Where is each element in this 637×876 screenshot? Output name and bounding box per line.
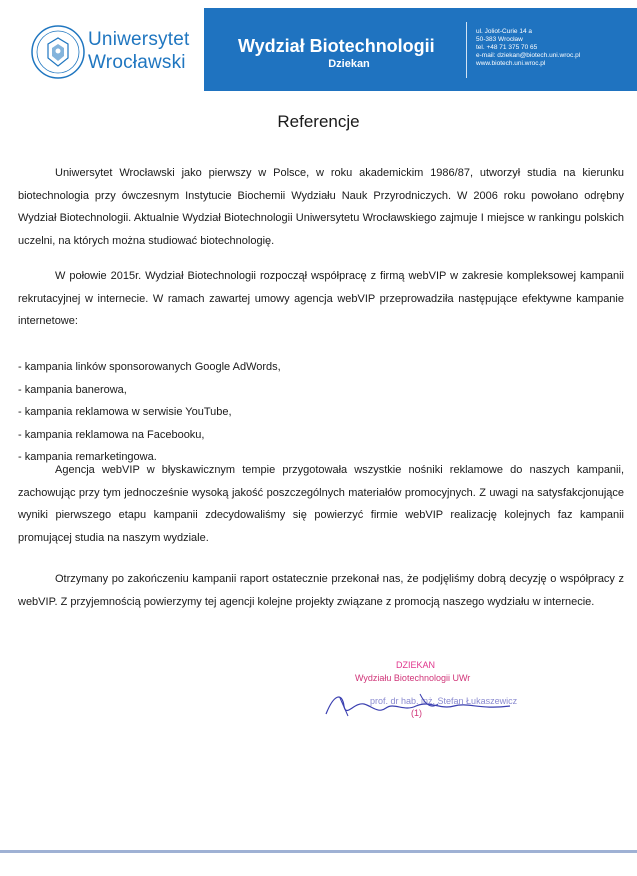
list-item: - kampania reklamowa na Facebooku, [18, 428, 205, 441]
paragraph-4 [18, 568, 624, 613]
paragraph-3-text: Agencja webVIP w błyskawicznym tempie przygotowała wszystkie nośniki reklamowe do naszych kampanii, zachowując przy tym jednocześnie wysoką jakość poszczególnych materiałów promocyjnych. Z uwagi na satysfakcjonujące wyniki pierwszego etapu kampanii zdecydowaliśmy się powierzyć firmie webVIP realizację kolejnych faz kampanii promującej studia na naszym wydziale. [18, 464, 624, 544]
signature-note: (1) [411, 708, 422, 718]
paragraph-1-text: Uniwersytet Wrocławski jako pierwszy w Polsce, w roku akademickim 1986/87, utworzył studia na kierunku biotechnologia przy ówczesnym Instytucie Biochemii Wydziału Nauk Przyrodniczych. W 2006 roku powołano odrębny Wydział Biotechnologii. Aktualnie Wydział Biotechnologii Uniwersytetu Wrocławskiego zajmuje I miejsce w rankingu polskich uczelni, na których można studiować biotechnologię. [18, 167, 624, 247]
contact-website: www.biotech.uni.wroc.pl [476, 60, 546, 67]
contact-city: 50-383 Wrocław [476, 36, 523, 43]
paragraph-2-text: W połowie 2015r. Wydział Biotechnologii rozpoczął współpracę z firmą webVIP w zakresie kompleksowej kampanii rekrutacyjnej w internecie. W ramach zawartej umowy agencja webVIP przeprowadziła następujące efektywne kampanie internetowe: [18, 270, 624, 327]
scan-edge-line [0, 850, 637, 853]
faculty-role: Dziekan [328, 58, 370, 70]
signature-name: prof. dr hab. inż. Stefan Łukaszewicz [370, 696, 518, 706]
faculty-band [204, 8, 637, 91]
document-title: Referencje [277, 112, 360, 131]
paragraph-4-text: Otrzymany po zakończeniu kampanii raport ostatecznie przekonał nas, że podjęliśmy dobrą decyzję o współpracy z webVIP. Z przyjemnością powierzymy tej agencji kolejne projekty związane z promocją naszego wydziału w internecie. [18, 573, 624, 608]
university-name-line-2: Wrocławski [88, 52, 186, 73]
band-divider [466, 22, 467, 78]
paragraph-1 [18, 162, 624, 252]
campaign-list [18, 356, 281, 469]
handwritten-signature [320, 684, 520, 724]
university-name-line-1: Uniwersytet [88, 29, 190, 50]
university-logo [30, 24, 200, 84]
list-item: - kampania linków sponsorowanych Google AdWords, [18, 361, 281, 373]
letterhead [0, 0, 637, 96]
contact-block [476, 28, 580, 68]
university-name [88, 28, 189, 74]
contact-phone: tel. +48 71 375 70 65 [476, 44, 538, 51]
contact-address: ul. Joliot-Curie 14 a [476, 28, 532, 35]
list-item: - kampania banerowa, [18, 383, 127, 396]
signature-department: Wydziału Biotechnologii UWr [355, 673, 471, 683]
list-item: - kampania remarketingowa. [18, 451, 157, 463]
paragraph-3 [18, 459, 624, 549]
faculty-name: Wydział Biotechnologii [238, 36, 435, 56]
university-crest-icon [30, 24, 86, 80]
paragraph-2 [18, 265, 624, 333]
list-item: - kampania reklamowa w serwisie YouTube, [18, 406, 232, 418]
signature-role: DZIEKAN [396, 660, 436, 670]
contact-email: e-mail: dziekan@biotech.uni.wroc.pl [476, 52, 581, 59]
